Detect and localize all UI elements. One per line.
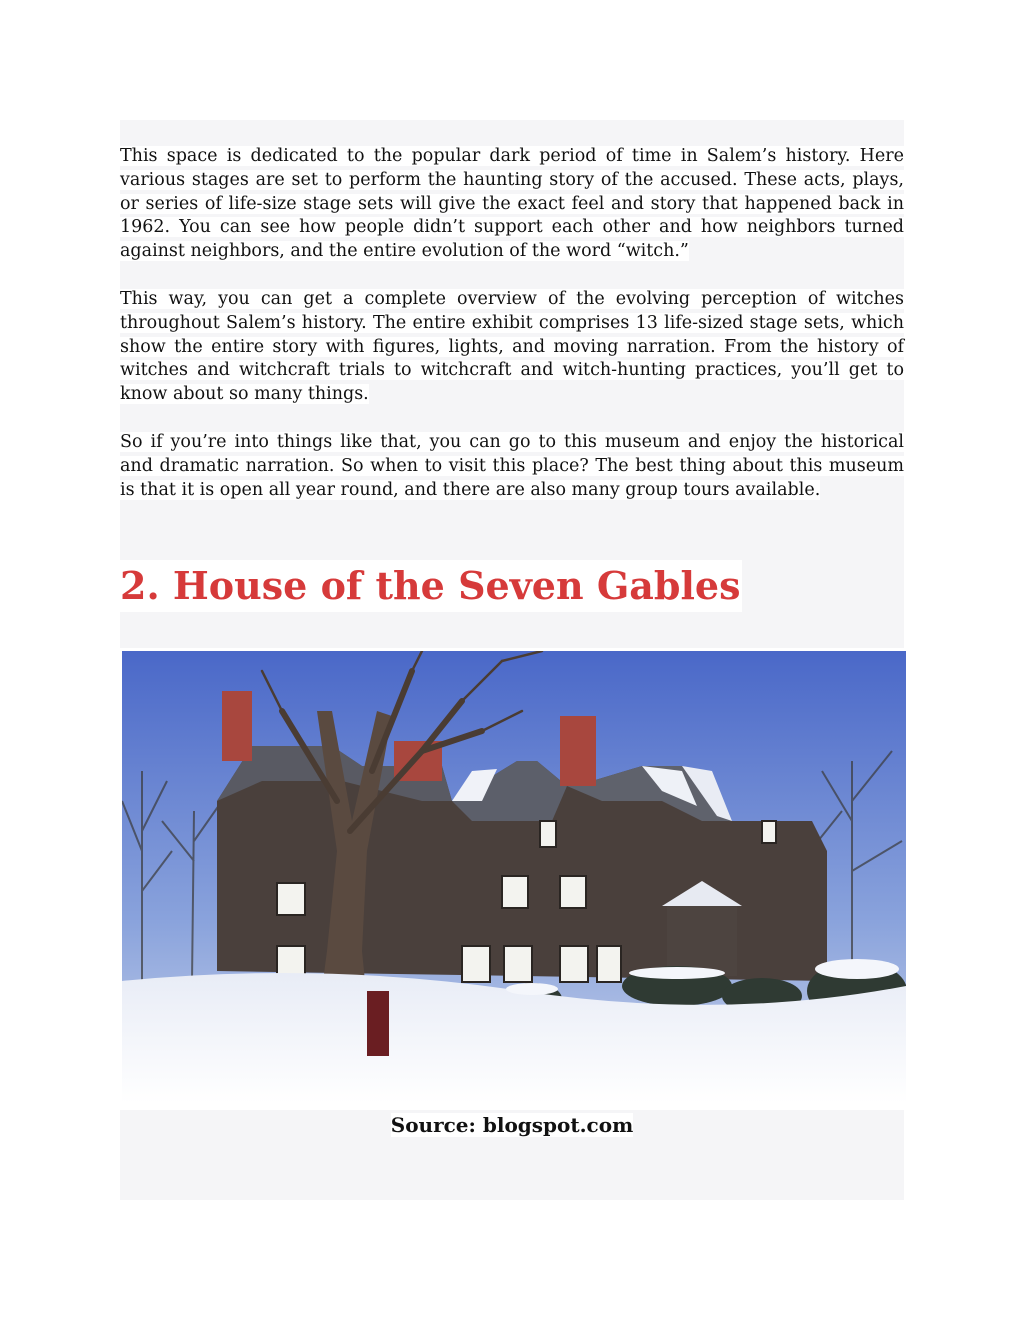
image-caption: Source: blogspot.com	[390, 1113, 634, 1137]
house-photo	[122, 651, 906, 1103]
section-heading: 2. House of the Seven Gables	[120, 560, 742, 612]
paragraph-3: So if you’re into things like that, you can go to this museum and enjoy the historical and dramatic narration. So when to visit this place? The best thing about this museum is that it is open all year round, and there are also many group tours available.	[120, 431, 904, 500]
house-illustration	[122, 651, 906, 1103]
paragraph-1: This space is dedicated to the popular dark period of time in Salem’s history. Here various stages are set to perform the haunting story of the accused. These acts, plays, or series of life-size stage sets will give the exact feel and story that happened back in 1962. You can see how people didn’t support each other and how neighbors turned against neighbors, and the entire evolution of the word “witch.”	[120, 146, 904, 262]
paragraph-2: This way, you can get a complete overview of the evolving perception of witches throughout Salem’s history. The entire exhibit comprises 13 life-sized stage sets, which show the entire story with figures, lights, and moving narration. From the history of witches and witchcraft trials to witchcraft and witch-hunting practices, you’ll get to know about so many things.	[120, 288, 904, 405]
article-body	[120, 145, 904, 502]
